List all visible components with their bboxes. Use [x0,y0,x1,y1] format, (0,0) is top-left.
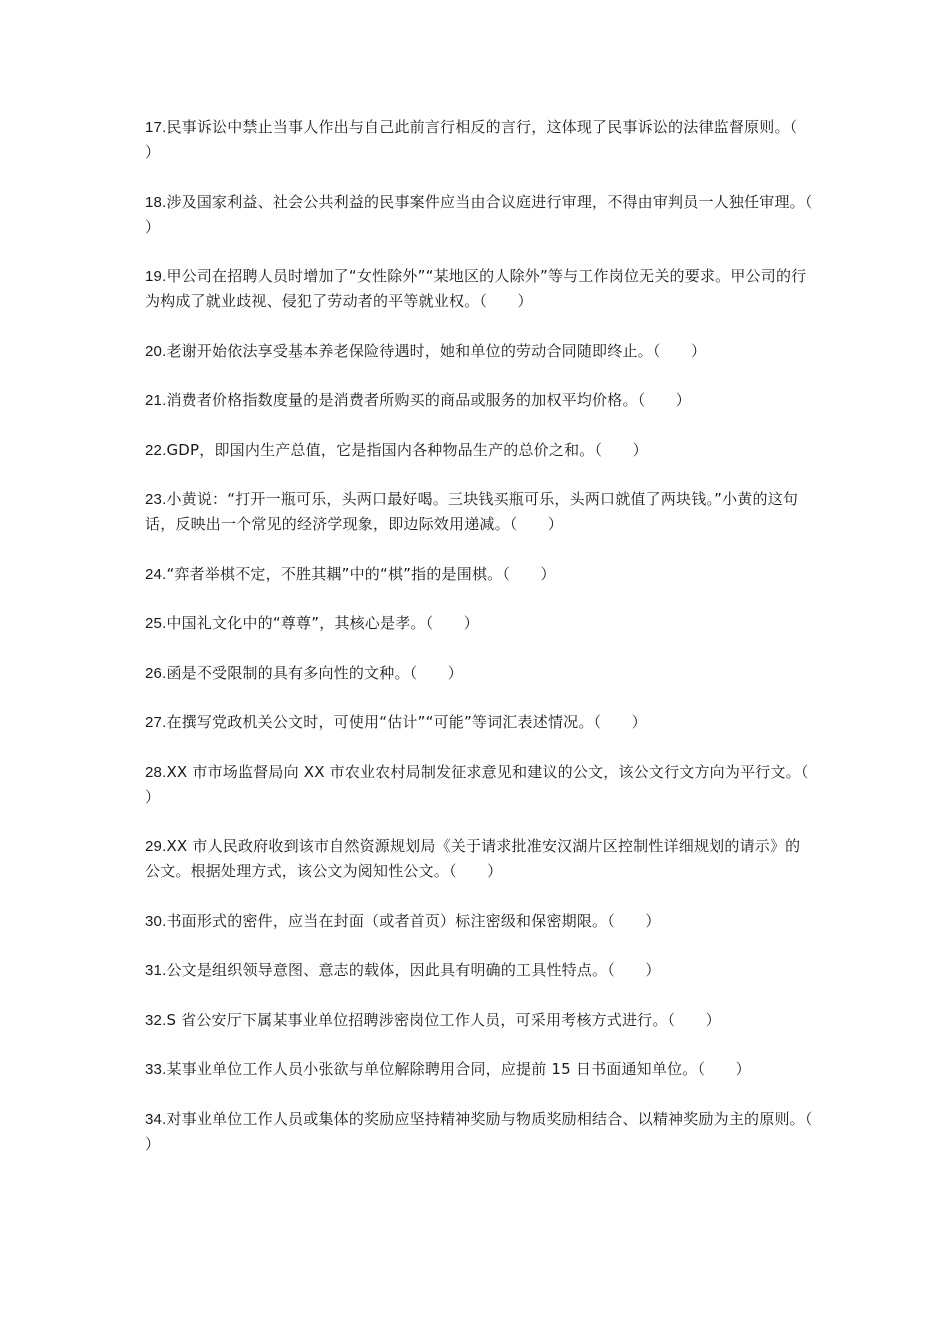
question-number: 18. [145,193,167,211]
question-17 [145,115,828,165]
question-text: 消费者价格指数度量的是消费者所购买的商品或服务的加权平均价格。（ ） [166,391,691,409]
question-text: 民事诉讼中禁止当事人作出与自己此前言行相反的言行，这体现了民事诉讼的法律监督原则。（ ） [145,118,828,161]
question-text: S 省公安厅下属某事业单位招聘涉密岗位工作人员，可采用考核方式进行。（ ） [166,1010,721,1029]
question-19 [145,264,815,314]
question-23 [145,487,815,537]
question-27 [145,710,815,735]
question-25 [145,611,815,636]
question-text: 对事业单位工作人员或集体的奖励应坚持精神奖励与物质奖励相结合、以精神奖励为主的原则。（ ） [145,1109,843,1153]
question-29 [145,834,815,884]
question-number: 22. [145,441,167,459]
question-24 [145,562,815,587]
question-number: 34. [145,1110,167,1128]
question-number: 26. [145,664,167,682]
question-text: 甲公司在招聘人员时增加了“女性除外”“某地区的人除外”等与工作岗位无关的要求。甲公司的行为构成了就业歧视、侵犯了劳动者的平等就业权。（ ） [145,267,807,310]
question-28 [145,760,839,810]
question-text: 公文是组织领导意图、意志的载体，因此具有明确的工具性特点。（ ） [166,961,661,979]
question-number: 29. [145,838,167,855]
question-20 [145,339,815,364]
question-34 [145,1107,843,1157]
question-text: 函是不受限制的具有多向性的文种。（ ） [166,663,463,682]
question-text: 某事业单位工作人员小张欲与单位解除聘用合同，应提前 15 日书面通知单位。（ ） [166,1060,751,1078]
question-number: 31. [145,962,167,979]
question-31 [145,958,815,983]
question-32 [145,1008,815,1033]
question-number: 17. [145,119,167,136]
question-21 [145,388,815,413]
question-33 [145,1057,815,1082]
question-number: 19. [145,268,167,285]
question-text: 小黄说：“打开一瓶可乐，头两口最好喝。三块钱买瓶可乐，头两口就值了两块钱。”小黄的这句话，反映出一个常见的经济学现象，即边际效用递减。（ ） [145,490,799,533]
question-number: 21. [145,392,167,409]
question-26 [145,661,815,686]
question-number: 27. [145,714,167,731]
question-text: 在撰写党政机关公文时，可使用“估计”“可能”等词汇表述情况。（ ） [166,713,647,731]
question-text: 老谢开始依法享受基本养老保险待遇时，她和单位的劳动合同随即终止。（ ） [166,341,707,360]
question-number: 20. [145,342,167,360]
question-text: 涉及国家利益、社会公共利益的民事案件应当由合议庭进行审理，不得由审判员一人独任审理。（ ） [145,192,843,236]
question-18 [145,190,843,240]
question-number: 28. [145,763,167,781]
question-number: 32. [145,1011,167,1029]
question-number: 25. [145,615,167,632]
question-text: XX 市人民政府收到该市自然资源规划局《关于请求批准安汉湖片区控制性详细规划的请示》的公文。根据处理方式，该公文为阅知性公文。（ ） [145,837,801,880]
question-22 [145,438,815,463]
question-list [145,115,843,1181]
question-number: 23. [145,491,167,508]
question-number: 30. [145,912,167,930]
question-text: “弈者举棋不定，不胜其耦”中的“棋”指的是围棋。（ ） [166,564,556,583]
question-text: 书面形式的密件，应当在封面（或者首页）标注密级和保密期限。（ ） [166,911,661,930]
question-number: 33. [145,1061,167,1078]
question-text: 中国礼文化中的“尊尊”，其核心是孝。（ ） [166,614,479,632]
question-30 [145,909,815,934]
question-number: 24. [145,565,167,583]
question-text: XX 市市场监督局向 XX 市农业农村局制发征求意见和建议的公文，该公文行文方向为平行文。（ ） [145,762,839,806]
question-text: GDP，即国内生产总值，它是指国内各种物品生产的总价之和。（ ） [166,440,648,459]
